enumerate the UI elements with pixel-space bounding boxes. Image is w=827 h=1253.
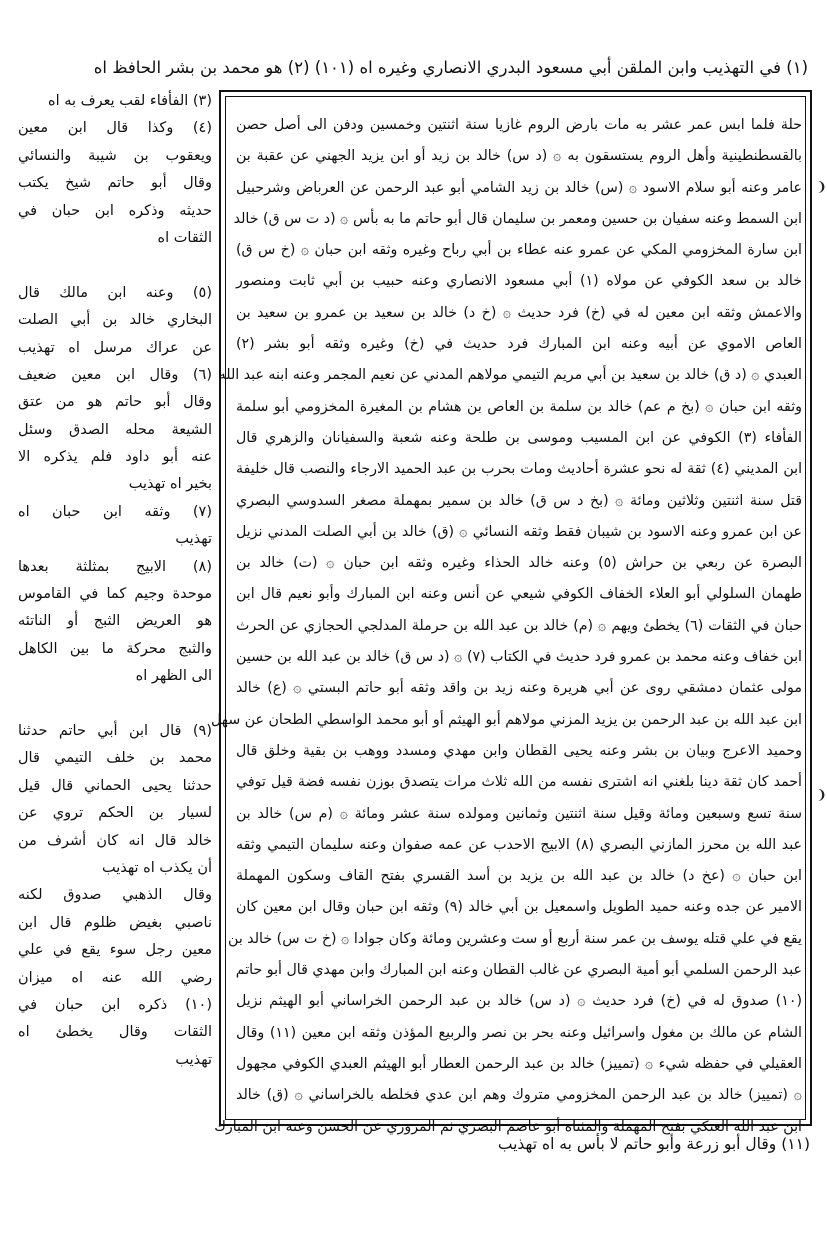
side-note-line: الى الظهر اه xyxy=(135,668,212,685)
main-line: ابن السمط وعنه سفيان بن حسين ومعمر بن سليمان قال أبو حاتم ما به بأس ۞ (د ت س ق) خالد xyxy=(233,210,802,227)
main-line: ابن خفاف وعنه محمد بن عمرو فرد حديث في الكتاب (٧) ۞ (د س ق) خالد بن عبد الله بن حسين xyxy=(236,649,802,666)
side-note-line: محمد بن خلف التيمي قال xyxy=(18,750,212,767)
main-line: الامير عن جده وعنه حميد الطويل واسمعيل بن أبي خالد (٩) وثقه ابن حبان وقال ابن معين كان xyxy=(236,899,802,916)
main-line: قتل سنة اثنتين وثلاثين ومائة ۞ (بخ د س ق) خالد بن سمير بمهملة مصغر السدوسي البصري xyxy=(236,492,802,509)
main-line: مولى عثمان دمشقي روى عن أبي هريرة وعنه زيد بن واقد وثقه أبو حاتم البستي ۞ (ع) خالد xyxy=(236,680,802,697)
main-line: الفأفاء (٣) الكوفي عن ابن المسيب وموسى بن طلحة وعنه شعبة والسفيانان والزهري قال xyxy=(236,429,802,446)
side-note-line: وقال الذهبي صدوق لكنه xyxy=(18,887,212,904)
main-line: عبد الله بن محرز المازني البصري (٨) الابيج الاحدب عن عمه صفوان وعنه سليمان التيمي وثقه xyxy=(236,836,802,853)
margin-mark: ❨ xyxy=(816,788,827,803)
side-note-line: تهذيب xyxy=(175,1051,212,1068)
side-note-line: أن يكذب اه تهذيب xyxy=(101,859,212,876)
side-note-line: تهذيب xyxy=(175,531,212,548)
side-note-line: بخير اه تهذيب xyxy=(128,476,212,493)
main-line: العاص الاموي عن أبيه وعنه ابن المبارك فرد حديث في (خ) وغيره وثقه أبو بشر (٢) xyxy=(236,336,802,353)
side-note-line: (٨) الابيج بمثلثة بعدها xyxy=(18,558,212,575)
side-margin-notes xyxy=(18,88,212,1128)
main-line: وحميد الاعرج وبيان بن بشر وعنه يحيى القطان وابن مهدي ومسدد ووهب بن بقية وخلق قال xyxy=(236,742,802,759)
bottom-footnote: (١١) وقال أبو زرعة وأبو حاتم لا بأس به اه تهذيب xyxy=(497,1135,810,1153)
main-line: الشام عن مالك بن مغول واسرائيل وعنه بحر بن نصر والربيع المؤذن وثقه ابن معين (١١) وقال xyxy=(236,1024,802,1041)
side-note-line: لسيار بن الحكم تروي عن xyxy=(18,805,212,822)
main-line: عن ابن عمرو وعنه الاسود بن شيبان فقط وثقه النسائي ۞ (ق) خالد بن أبي الصلت المدني نزيل xyxy=(236,523,802,540)
side-note-line xyxy=(18,691,212,718)
main-line: ابن عبد الله العتكي بفتح المهملة والمثناة أبو عاصم البصري ثم المروزي عن الحسن وعنه ابن المبارك xyxy=(214,1118,802,1135)
side-note-line: وقال أبو حاتم هو من عتق xyxy=(18,394,212,411)
side-note-line: الثقات وقال يخطئ اه xyxy=(18,1024,212,1041)
side-note-line: (١٠) ذكره ابن حبان في xyxy=(18,996,212,1013)
main-line: (١٠) صدوق له في (خ) فرد حديث ۞ (د س) خالد بن عبد الرحمن الخراساني أبو الهيثم نزيل xyxy=(236,993,802,1010)
main-line: يقع في علي قتله يوسف بن عمر سنة أربع أو ست وعشرين ومائة وكان جوادا ۞ (خ ت س) خالد بن xyxy=(228,930,802,947)
side-note-line: (٥) وعنه ابن مالك قال xyxy=(18,284,212,301)
main-line: العبدي ۞ (د ق) خالد بن سعيد بن أبي مريم التيمي مولاهم المدني عن نعيم المجمر وعنه ابنه عبد الله xyxy=(218,367,802,384)
side-note-line: (٤) وكذا قال ابن معين xyxy=(18,120,212,137)
header-line-1: (١) في التهذيب وابن الملقن أبي مسعود البدري الانصاري وغيره اه (١٠١) (٢) هو محمد بن بشر الحافظ اه xyxy=(93,58,808,77)
main-line: حلة فلما ابس عمر عشر به مات بارض الروم غازيا سنة اثنتين وخمسين ودفن الى أصل حصن xyxy=(236,117,802,133)
side-note-line: ويعقوب بن شيبة والنسائي xyxy=(18,147,212,164)
main-line: خالد بن سعد الكوفي عن مولاه (١) أبي مسعود الانصاري وعنه حبيب بن أبي ثابت ومنصور xyxy=(236,273,803,290)
main-line: ابن حبان ۞ (عخ د) خالد بن عبد الله بن يزيد بن أسد القسري بفتح القاف وسكون المهملة xyxy=(236,868,802,885)
side-note-line: حدثنا يحيى الحماني قال قيل xyxy=(18,777,212,794)
main-line: عامر وعنه أبو سلام الاسود ۞ (س) خالد بن زيد الشامي أبو عبد الرحمن عن العرباض وشرحبيل xyxy=(236,179,802,196)
side-note-line xyxy=(18,252,212,279)
side-note-line: عنه أبو داود فلم يذكره الا xyxy=(18,449,212,466)
main-line: العقيلي في حفظه شيء ۞ (تمييز) خالد بن عبد الرحمن العطار أبو الهيثم العبدي الكوفي مجهول xyxy=(236,1055,802,1072)
side-note-line: الشيعة محله الصدق وسئل xyxy=(18,421,212,438)
main-line: بالقسطنطينية وأهل الروم يستسقون به ۞ (د س) خالد بن زيد أو ابن يزيد الجهني عن عقبة بن xyxy=(236,148,802,165)
margin-mark: ❨ xyxy=(816,180,827,195)
side-note-line: وقال أبو حاتم شيخ يكتب xyxy=(18,175,212,192)
side-note-line: الثقات اه xyxy=(157,229,212,246)
main-line: ابن عبد الله بن عبد الرحمن بن يزيد المزني مولاهم أبو الهيثم أو أبو محمد الواسطي الطحان عن سهل xyxy=(211,711,802,728)
side-note-line: حديثه وذكره ابن حبان في xyxy=(18,202,212,219)
side-note-line: معين رجل سوء يقع في علي xyxy=(18,942,212,959)
main-line: عبد الرحمن السلمي أبو أمية البصري عن غالب القطان وعنه ابن المبارك وابن مهدي قال أبو حاتم xyxy=(235,962,802,979)
main-line: ابن سارة المخزومي المكي عن عمرو عنه عطاء بن أبي رباح وغيره وثقه ابن حبان ۞ (خ س ق) xyxy=(236,242,802,259)
side-note-line: البخاري خالد بن أبي الصلت xyxy=(18,312,212,329)
side-note-line: ناصبي بغيض ظلوم قال ابن xyxy=(18,914,212,931)
main-text-body xyxy=(211,110,803,1135)
side-note-line: عن عراك مرسل اه تهذيب xyxy=(18,339,212,356)
main-line: والاعمش وثقه ابن معين له في (خ) فرد حديث ۞ (خ د) خالد بن سعيد بن عمرو بن سعيد بن xyxy=(236,304,802,321)
side-note-line: (٦) وقال ابن معين ضعيف xyxy=(18,366,212,383)
side-note-line: هو العريض الثبج أو الناتئه xyxy=(18,613,212,630)
main-line: البصرة عن ربعي بن حراش (٥) وعنه خالد الحذاء وغيره وثقه ابن حبان ۞ (ت) خالد بن xyxy=(236,555,802,572)
side-note-line: (٧) وثقه ابن حبان اه xyxy=(18,503,212,520)
side-note-line: موحدة وجيم كما في القاموس xyxy=(18,586,212,603)
main-line: وثقه ابن حبان ۞ (بخ م عم) خالد بن سلمة بن العاص بن هشام بن المغيرة المخزومي أبو سلمة xyxy=(236,398,802,415)
side-note-line: رضي الله عنه اه ميزان xyxy=(18,969,212,986)
main-line: أحمد كان ثقة دينا بلغني انه اشترى نفسه من الله ثلاث مرات يتصدق بوزن نفسه فضة قيل توفي xyxy=(236,774,802,791)
main-line: سنة تسع وسبعين ومائة وقيل سنة اثنتين وثمانين ومولده سنة عشر ومائة ۞ (م س) خالد بن xyxy=(236,805,802,822)
side-note-line: خالد قال انه كان أشرف من xyxy=(18,832,212,849)
side-note-line: والثبج محركة ما بين الكاهل xyxy=(18,640,212,657)
main-line: ۞ (تمييز) خالد بن عبد الرحمن المخزومي متروك وهم ابن عدي فخلطه بالخراساني ۞ (ق) خالد xyxy=(236,1087,802,1104)
main-line: طهمان السلولي أبو العلاء الخفاف الكوفي شيعي عن أنس وعنه ابن المبارك وأبو نعيم قال ابن xyxy=(236,586,802,603)
side-note-line: (٩) قال ابن أبي حاتم حدثنا xyxy=(18,722,212,739)
side-note-line: (٣) الفأفاء لقب يعرف به اه xyxy=(47,93,212,109)
main-line: ابن المديني (٤) ثقة له نحو عشرة أحاديث ومات بحرب بن عبد الحميد الارجاء والنصب قال خليفة xyxy=(236,461,803,478)
main-line: حبان في الثقات (٦) يخطئ ويهم ۞ (م) خالد بن عبد الله بن حرملة المدلجي الحجازي عن الحرث xyxy=(236,617,802,634)
